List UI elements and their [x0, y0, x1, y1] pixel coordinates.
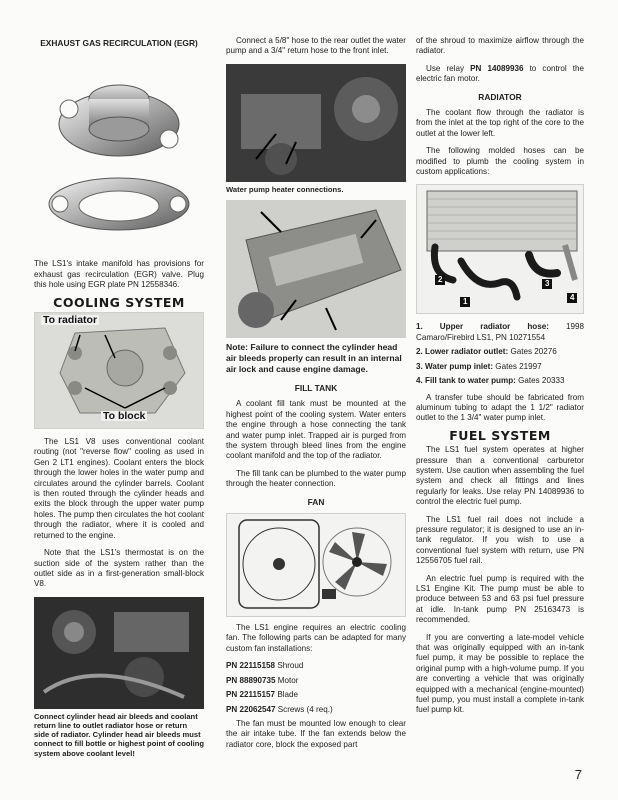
part-number: PN 22115158: [226, 661, 276, 671]
hose-value: Gates 21997: [495, 361, 542, 371]
part-desc: Blade: [277, 690, 299, 700]
fill-tank-paragraph-1: A coolant fill tank must be mounted at the highest point of the cooling system. Water enters the engine through a hose connecting the tank and water pump inlet. Trapped air is purged from the system through bleed lines from the engine coolant manifold and the top of the radiator.: [226, 399, 406, 461]
relay-paragraph: [416, 64, 584, 85]
transfer-tube-paragraph: A transfer tube should be fabricated from aluminum tubing to adapt the 1 1/2" radiator outlet to the 1 3/4" water pump inlet.: [416, 392, 584, 423]
egr-heading: EXHAUST GAS RECIRCULATION (EGR): [40, 38, 198, 48]
hose-item: [416, 347, 584, 357]
fuel-paragraph-2: The LS1 fuel rail does not include a pressure regulator; it is designed to use an in-tank regulator. If you wish to use a conventional fuel system with return, use PN 12556705 fuel rail.: [416, 514, 584, 566]
to-radiator-label: To radiator: [43, 314, 98, 327]
fan-assembly-illustration: [227, 514, 406, 616]
cylinder-head-photo: [34, 597, 204, 709]
water-pump-caption: Water pump heater connections.: [226, 184, 344, 194]
column-3: [416, 36, 584, 723]
egr-plate-illustration: [34, 54, 204, 259]
fan-heading: FAN: [307, 496, 325, 507]
hose-label: 3. Water pump inlet:: [416, 361, 494, 371]
engine-top-illustration: [226, 200, 406, 338]
bottom-caption: Connect cylinder head air bleeds and coolant return line to outlet radiator hose or return side of radiator. Cylinder head air bleeds must connect to fill bottle or highest point of cooling system above coolant level!: [34, 711, 204, 758]
radiator-hoses-illustration: [417, 185, 584, 313]
fill-tank-heading: FILL TANK: [294, 383, 338, 394]
fuel-system-heading: FUEL SYSTEM: [449, 427, 551, 443]
page-number: 7: [574, 767, 582, 782]
air-bleed-note: Note: Failure to connect the cylinder head air bleeds properly can result in an internal air lock and cause engine damage.: [226, 342, 402, 375]
part-desc: Shroud: [277, 661, 304, 671]
engine-air-bleed-photo: [226, 200, 406, 338]
fan-paragraph-1: The LS1 engine requires an electric cooling fan. The following parts can be adapted for many custom fan installations:: [226, 623, 406, 653]
hose-item: [416, 376, 584, 386]
hose-value: Gates 20333: [518, 376, 565, 386]
part-desc: Screws (4 req.): [277, 704, 333, 714]
shroud-continuation: of the shroud to maximize airflow through the radiator.: [416, 36, 584, 56]
water-pump-heater-photo: [226, 64, 406, 182]
hose-label: 4. Fill tank to water pump:: [416, 376, 516, 386]
hose-list: [416, 322, 584, 386]
fan-part: [226, 661, 406, 671]
part-desc: Motor: [277, 675, 299, 685]
heater-connection-illustration: [226, 64, 406, 182]
fan-part: [226, 705, 406, 715]
hose-tag-1: 1: [460, 297, 470, 307]
part-number: PN 88890735: [226, 675, 276, 685]
water-pump-photo: [34, 312, 204, 429]
egr-text: The LS1's intake manifold has provisions for exhaust gas recirculation (EGR) valve. Plug this hole using EGR plate PN 12558346.: [34, 259, 204, 290]
radiator-paragraph-1: The coolant flow through the radiator is from the inlet at the top right of the core to the outlet at the lower left.: [416, 108, 584, 138]
relay-suffix: to control the electric fan motor.: [416, 63, 585, 84]
fan-parts-list: [226, 661, 406, 715]
cooling-paragraph-2: Note that the LS1's thermostat is on the suction side of the system rather than the outlet side as in a first-generation small-block V8.: [34, 548, 204, 589]
radiator-paragraph-2: The following molded hoses can be modified to plumb the cooling system in custom applications:: [416, 146, 584, 177]
to-block-label: To block: [103, 410, 146, 423]
hose-item: [416, 322, 584, 343]
radiator-heading: RADIATOR: [478, 91, 522, 102]
column-1: [34, 36, 204, 764]
hose-tag-4: 4: [567, 293, 577, 303]
hose-value: 1998 Camaro/Firebird LS1, PN 10271554: [416, 322, 584, 342]
fill-tank-paragraph-2: The fill tank can be plumbed to the water pump through the heater connection.: [226, 468, 406, 489]
column-2: [226, 36, 406, 757]
hose-label: 2. Lower radiator outlet:: [416, 347, 509, 357]
cooling-paragraph-1: The LS1 V8 uses conventional coolant routing (not "reverse flow" cooling as used in Gen 2 LT1 engines). Coolant enters the block through the lower holes in the water pump and circulates around the cylinder barrels. Coolant is then routed through the cylinder heads and exits the block through the upper water pump holes. The pump then circulates the hot coolant through the radiator, where it is cooled and returned to the engine.: [34, 437, 204, 540]
hose-intro: Connect a 5/8" hose to the rear outlet the water pump and a 3/4" return hose to the front inlet.: [226, 36, 406, 56]
hose-tag-3: 3: [542, 279, 552, 289]
fuel-paragraph-4: If you are converting a late-model vehicle that was originally equipped with an in-tank fuel pump, it may be possible to replace the original pump with a high-volume pump. If you are converting a vehicle that was originally equipped with a mechanical (engine-mounted) fuel pump, you must install a complete in-tank fuel pump kit.: [416, 632, 584, 715]
fan-part: [226, 690, 406, 700]
fan-paragraph-2: The fan must be mounted low enough to clear the air intake tube. If the fan extends below the radiator core, block the exposed part: [226, 718, 406, 749]
hose-item: [416, 362, 584, 372]
hose-label: 1. Upper radiator hose:: [416, 322, 549, 332]
radiator-hoses-photo: [416, 184, 584, 314]
hose-value: Gates 20276: [510, 347, 557, 357]
part-number: PN 22062547: [226, 704, 276, 714]
engine-bay-illustration: [34, 597, 204, 709]
relay-part-number: PN 14089936: [470, 63, 524, 73]
hose-tag-2: 2: [435, 275, 445, 285]
fan-photo: [226, 513, 406, 617]
part-number: PN 22115157: [226, 690, 276, 700]
relay-prefix: Use relay: [426, 63, 465, 73]
fan-part: [226, 676, 406, 686]
fuel-paragraph-1: The LS1 fuel system operates at higher pressure than a conventional carburetor system. Use caution when assembling the fuel system and check all fittings and lines regularly for leaks. Use relay PN 14089936 to control the electric fuel pump.: [416, 445, 584, 507]
egr-plate-photo: [34, 54, 204, 259]
cooling-system-heading: COOLING SYSTEM: [53, 294, 185, 310]
fuel-paragraph-3: An electric fuel pump is required with the LS1 Engine Kit. The pump must be able to produce between 53 and 63 psi fuel pressure at idle. In-tank pump PN 25163473 is recommended.: [416, 573, 584, 625]
